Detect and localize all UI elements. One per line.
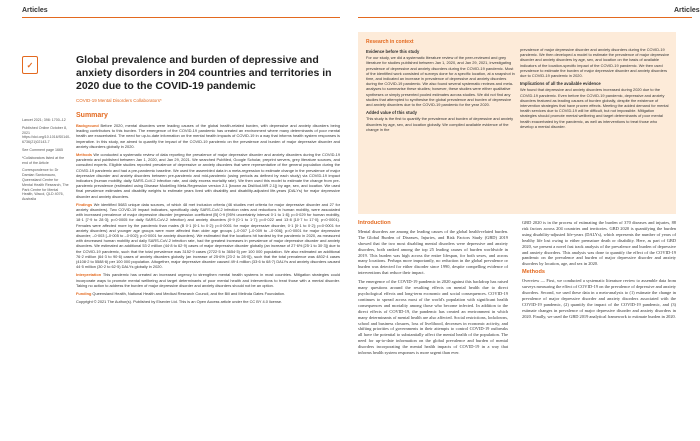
body-heading: Introduction <box>358 220 391 226</box>
summary-paragraph <box>76 152 340 199</box>
summary-paragraph-text: We conducted a systematic review of data reporting the prevalence of major depressive disorder and anxiety disorders during the COVID-19 pandemic and published between Jan 1, 2020, and Jan 29, 2021. We searched PubMed, Google Scholar, preprint servers, grey literature sources, and consulted experts. Eligible studies reported prevalence of depressive or anxiety disorders that were representative of the general population during the COVID-19 pandemic and had a pre-pandemic baseline. We used the assembled data in a meta-regression to estimate change in the prevalence of major depressive disorder and anxiety disorders between pre-pandemic and mid-pandemic (using periods as defined by each study) via COVID-19 impact indicators (human mobility, daily SARS-CoV-2 infection rate, and daily excess mortality rate). We then used this model to estimate the change from pre-pandemic prevalence (estimated using Disease Modelling Meta-Regression version 2.1 [known as DisMod-MR 2.1]) by age, sex, and location. We used final prevalence estimates and disability weights to estimate years lived with disability and disability-adjusted life-years (DALYs) for major depressive disorder and anxiety disorders. <box>76 152 340 199</box>
research-heading: Added value of this study <box>366 110 417 116</box>
sidebar-line: Correspondence to: Dr Damian Santomauro, Queensland Centre for Mental Health Research, The Park Centre for Mental Health, Wacol, QLD 4076, Australia <box>22 168 69 202</box>
header-rule-left <box>22 17 340 18</box>
summary-paragraph <box>76 299 340 304</box>
lancet-crossmark-icon[interactable] <box>22 56 38 74</box>
sidebar-line: *Collaborators listed at the end of the Article <box>22 155 65 165</box>
summary-paragraph <box>76 123 340 149</box>
section-label-right: Articles <box>674 7 700 14</box>
research-heading: Evidence before this study <box>366 49 420 54</box>
body-paragraph: Overview — First, we conducted a systematic literature review to assemble data from surveys measuring the effect of COVID-19 on the prevalence of depressive and anxiety disorders. Second, we used these data in a meta-analysis to (1) estimate the change in prevalence of major depressive disorder and anxiety disorders associated with the COVID-19 pandemic, (2) quantify the impact of the COVID-19 pandemic, and (3) estimate changes in prevalence of major depressive disorder and anxiety disorders in 2020. Finally, we used the GBD 2019 analytical framework to estimate burden in 2020. <box>522 278 676 319</box>
body-column-2 <box>522 220 676 323</box>
body-heading: Methods <box>522 269 545 276</box>
sidebar-line: Lancet 2021; 398: 1700–12 <box>22 118 66 122</box>
summary-paragraph-text: This pandemic has created an increased urgency to strengthen mental health systems in most countries. Mitigation strategies could incorporate ways to promote mental wellbeing and target determinants of poor mental health and interventions to treat those with a mental disorder. Taking no action to address the burden of major depressive disorder and anxiety disorders should not be an option. <box>76 272 340 288</box>
article-title: Global prevalence and burden of depressive and anxiety disorders in 204 countries and territories in 2020 due to the COVID-19 pandemic <box>76 54 332 92</box>
research-heading: Implications of all the available evidence <box>520 81 601 87</box>
research-paragraph: prevalence of major depressive disorder and anxiety disorders during the COVID-19 pandemic. We then developed a model to estimate the prevalence of major depressive disorder and anxiety disorders by age, sex, and location on the basis of available indicators of the location-specific impact of the COVID-19 pandemic. We then used prevalence to estimate the burden of major depressive disorder and anxiety disorders due to COVID-19 pandemic in 2020. <box>520 47 670 79</box>
summary-paragraph-label: Funding <box>76 291 93 297</box>
research-paragraph: We found that depressive and anxiety disorders increased during 2020 due to the COVID-19 pandemic. Even before the COVID-19 pandemic, depressive and anxiety disorders featured as leading causes of burden globally, despite the existence of intervention strategies that have proven effects. Meeting the added demand for mental health services due to COVID-19 will be difficult, but not impossible. Mitigation strategies should promote mental wellbeing and target determinants of poor mental health exacerbated by the pandemic, as well as interventions to treat those who develop a mental disorder. <box>520 87 669 129</box>
header-rule-right <box>358 17 692 18</box>
summary-paragraph-label: Interpretation <box>76 272 103 278</box>
article-authors[interactable]: COVID-19 Mental Disorders Collaborators* <box>76 98 162 103</box>
summary-body <box>76 123 340 308</box>
summary-paragraph-text: Before 2020, mental disorders were leading causes of the global health-related burden, with depressive and anxiety disorders being leading contributors to this burden. The emergence of the COVID-19 pandemic has created an environment where many determinants of poor mental health are exacerbated. The need for up-to-date information on the mental health impacts of COVID-19 in a way that informs health system responses is imperative. In this study, we aimed to quantify the impact of the COVID-19 pandemic on the prevalence and burden of major depressive disorder and anxiety disorders globally in 2020. <box>76 123 341 149</box>
body-paragraph: GBD 2020 is in the process of estimating the burden of 370 diseases and injuries, 88 risk factors across 204 countries and territories. GBD 2020 is quantifying the burden using disability-adjusted life-years (DALYs), which represents the number of years of healthy life lost owing to either premature death or disability. Here, as part of GBD 2020, we present a novel fast track analysis of the prevalence and burden of depressive and anxiety disorders. This analysis was done to quantify the effect of the COVID-19 pandemic on the prevalence and burden of major depressive disorder and anxiety disorders by location, age, and sex in 2020. <box>522 220 676 267</box>
summary-paragraph-text: We identified 5683 unique data sources, of which 48 met inclusion criteria (46 studies met criteria for major depressive disorder and 27 for anxiety disorders). Two COVID-19 impact indicators, specifically daily SARS-CoV-2 infection rates and reductions in human mobility, were associated with increased prevalence of major depressive disorder (regression coefficient [B] 0·9 [95% uncertainty interval 0·1 to 1·8]; p=0·029 for human mobility, 18·1 [7·9 to 28·3]; p=0·0005 for daily SARS-CoV-2 infection) and anxiety disorders (0·9 [0·1 to 1·7]; p=0·022 and 13·8 [10·7 to 17·0]; p<0·0001). Females were affected more by the pandemic than males (B 0·1 [0·1 to 0·2]; p=0·0001 for major depressive disorder, 0·1 [0·1 to 0·2]; p=0·0001 for anxiety disorders) and younger age groups were more affected than older age groups (–0·007 [–0·009 to –0·006]; p=0·0001 for major depressive disorder; –0·003 [–0·005 to –0·002]; p=0·0001 for anxiety disorders). We estimated that the locations hit hardest by the pandemic in 2020, as measured with decreased human mobility and daily SARS-CoV-2 infection rate, had the greatest increases in prevalence of major depressive disorder and anxiety disorders. We estimated an additional 53·2 million (44·8 to 62·9) cases of major depressive disorder globally (an increase of 27·6% [25·1 to 30·3]) due to the COVID-19 pandemic, such that the total prevalence was 3152·9 cases (2722·5 to 3654·5) per 100 000 population. We also estimated an additional 76·2 million (64·3 to 90·6) cases of anxiety disorders globally (an increase of 25·6% [23·2 to 28·0]), such that the total prevalence was 4802·4 cases (4108·2 to 5588·6) per 100 000 population. Altogether, major depressive disorder caused 49·4 million (33·6 to 68·7) DALYs and anxiety disorders caused 44·5 million (30·2 to 62·5) DALYs globally in 2020. <box>76 201 340 270</box>
summary-paragraph-text: Copyright © 2021 The Author(s). Published by Elsevier Ltd. This is an Open Access article under the CC BY 4.0 license. <box>76 299 283 305</box>
sidebar-line: Published Online October 8, 2021 https://doi.org/10.1016/S0140-6736(21)02143-7 <box>22 125 71 145</box>
article-sidebar <box>22 118 70 205</box>
research-paragraph: For our study, we did a systematic literature review of the peer-reviewed and grey literature for studies published between Jan 1, 2020, and Jan 29, 2021, investigating prevalence of depressive and anxiety disorders during the COVID-19 pandemic. Most of the identified work consisted of surveys done for a specific location, at a snapshot in time, and indicated an increase in prevalence of depressive and anxiety disorders during the COVID-19 pandemic. We also found several systematic reviews and meta-analyses to summarise these studies; however, these studies were either qualitative syntheses or simply presented pooled estimates across studies. We did not find any studies that attempted to synthesise the global prevalence and burden of depressive and anxiety disorders due to the COVID-19 pandemic for the year 2020. <box>366 55 515 108</box>
logo-glyph: ✓ <box>26 60 34 70</box>
research-col-2 <box>520 47 670 132</box>
summary-paragraph <box>76 272 340 288</box>
body-paragraph: The emergence of the COVID-19 pandemic in 2020 against this backdrop has raised many questions around the resulting effects on mental health due to direct psychological effects and long-term economic and social consequences. COVID-19 continues to spread across most of the world's population with significant health consequences and mortality among those who become infected. In addition to the direct effects of COVID-19, the pandemic has created an environment in which many determinants of mental health are also affected. Social restrictions, lockdowns, school and business closures, loss of livelihood, decreases in economic activity, and shifting priorities of governments in their attempts to control COVID-19 outbreaks all have the potential to substantially affect the mental health of the population. The need for up-to-date information on the global prevalence and burden of mental disorders incorporating the mental health impacts of COVID-19 in a way that informs health system responses is more urgent than ever. <box>358 279 508 356</box>
summary-paragraph <box>76 291 340 296</box>
research-panel-title: Research in context <box>366 39 414 45</box>
summary-paragraph <box>76 202 340 270</box>
summary-paragraph-text: Queensland Health, National Health and Medical Research Council, and the Bill and Melinda Gates Foundation. <box>92 291 286 297</box>
research-in-context-panel <box>358 32 676 214</box>
summary-heading: Summary <box>76 112 108 119</box>
sidebar-line: See Comment page 1665 <box>22 147 63 152</box>
summary-paragraph-label: Methods <box>76 152 94 158</box>
research-paragraph: This study is the first to quantify the prevalence and burden of depressive and anxiety disorders by age, sex, and location globally. We compiled available evidence of the change in the <box>366 116 514 132</box>
body-column-1 <box>358 220 508 359</box>
summary-paragraph-label: Background <box>76 123 101 128</box>
summary-paragraph-label: Findings <box>76 201 94 207</box>
body-paragraph: Mental disorders are among the leading causes of the global health-related burden. The Global Burden of Diseases, Injuries, and Risk Factors Study (GBD) 2019 showed that the two most disabling mental disorders were depressive and anxiety disorders, both ranked among the top 25 leading causes of burden worldwide in 2019. This burden was high across the entire lifespan, for both sexes, and across many locations. Perhaps more importantly, no reduction in the global prevalence or burden was detected for either disorder since 1990, despite compelling evidence of interventions that reduce their impact. <box>358 228 508 276</box>
section-label-left: Articles <box>22 7 48 14</box>
research-col-1 <box>366 47 516 135</box>
